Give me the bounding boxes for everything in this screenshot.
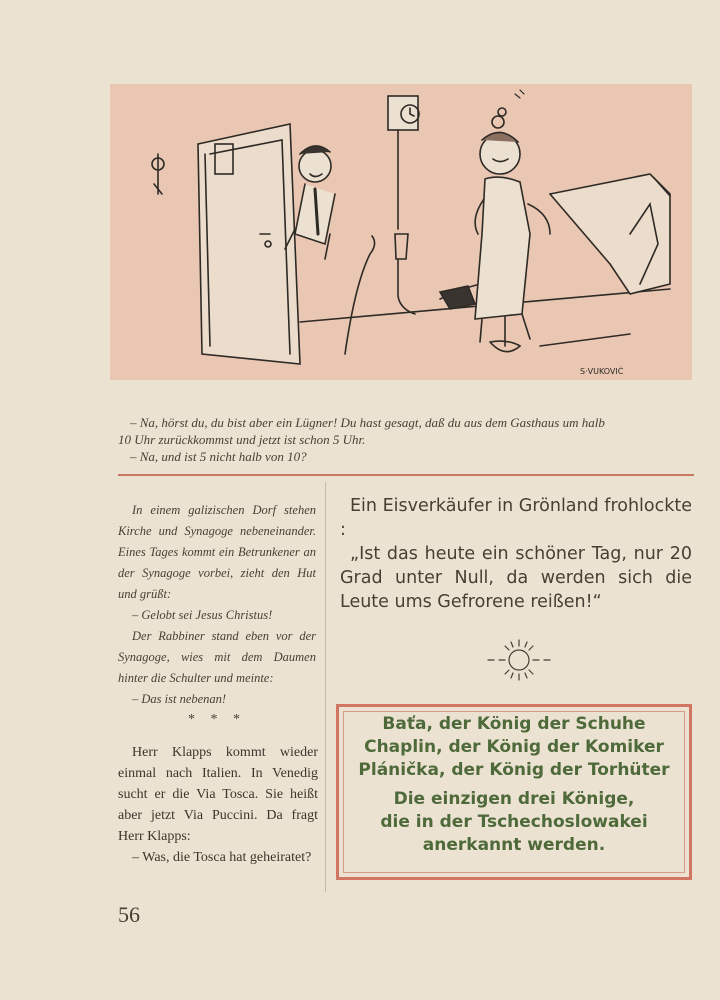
- page-number: 56: [118, 902, 140, 927]
- ad-line-1: Baťa, der König der Schuhe: [382, 714, 646, 734]
- joke-ice-seller: [340, 494, 692, 614]
- horizontal-rule: [118, 474, 694, 476]
- caption-line-2: 10 Uhr zurückkommst und jetzt ist schon 5 Uhr.: [118, 432, 366, 447]
- sun-icon: [484, 630, 554, 690]
- joke1-paragraph-3: Der Rabbiner stand eben vor der Synagoge, wies mit dem Daumen hinter die Schulter und meinte:: [118, 629, 316, 685]
- ad-line-3: Plánička, der König der Torhüter: [358, 760, 670, 780]
- ad-line-4: Die einzigen drei Könige,: [393, 789, 635, 809]
- joke-klapps: [118, 742, 318, 868]
- cartoon-illustration: [110, 84, 692, 380]
- joke1-paragraph-1: In einem galizischen Dorf stehen Kirche und Synagoge nebeneinander. Eines Tages kommt ein Betrunkener an der Synagoge vorbei, zieht den Hut und grüßt:: [118, 503, 316, 601]
- ad-line-2: Chaplin, der König der Komiker: [364, 737, 664, 757]
- column-divider: [325, 482, 326, 892]
- joke3-paragraph-2: „Ist das heute ein schöner Tag, nur 20 Grad unter Null, da werden sich die Leute ums Gefrorene reißen!“: [340, 544, 692, 612]
- joke1-paragraph-4: – Das ist nebenan!: [132, 692, 227, 706]
- advertisement-box: [336, 704, 692, 880]
- advertisement-text: [339, 713, 689, 857]
- ad-line-6: anerkannt werden.: [422, 835, 606, 855]
- joke-synagogue: [118, 500, 316, 710]
- cartoon-caption: [118, 414, 698, 465]
- section-separator: * * *: [188, 712, 246, 727]
- joke2-paragraph-2: – Was, die Tosca hat geheiratet?: [132, 850, 312, 865]
- joke2-paragraph-1: Herr Klapps kommt wieder einmal nach Italien. In Venedig sucht er die Via Tosca. Sie heißt aber jetzt Via Puccini. Da fragt Herr Klapps:: [118, 745, 318, 844]
- joke3-paragraph-1: Ein Eisverkäufer in Grönland frohlockte :: [340, 496, 693, 540]
- caption-line-1: – Na, hörst du, du bist aber ein Lügner! Du hast gesagt, daß du aus dem Gasthaus um halb: [130, 415, 605, 430]
- caption-line-3: – Na, und ist 5 nicht halb von 10?: [130, 449, 307, 464]
- cartoon-drawing: [110, 84, 692, 380]
- artist-signature: S·VUKOVIĆ: [580, 367, 624, 376]
- ad-line-5: die in der Tschechoslowakei: [380, 812, 648, 832]
- joke1-paragraph-2: – Gelobt sei Jesus Christus!: [132, 608, 273, 622]
